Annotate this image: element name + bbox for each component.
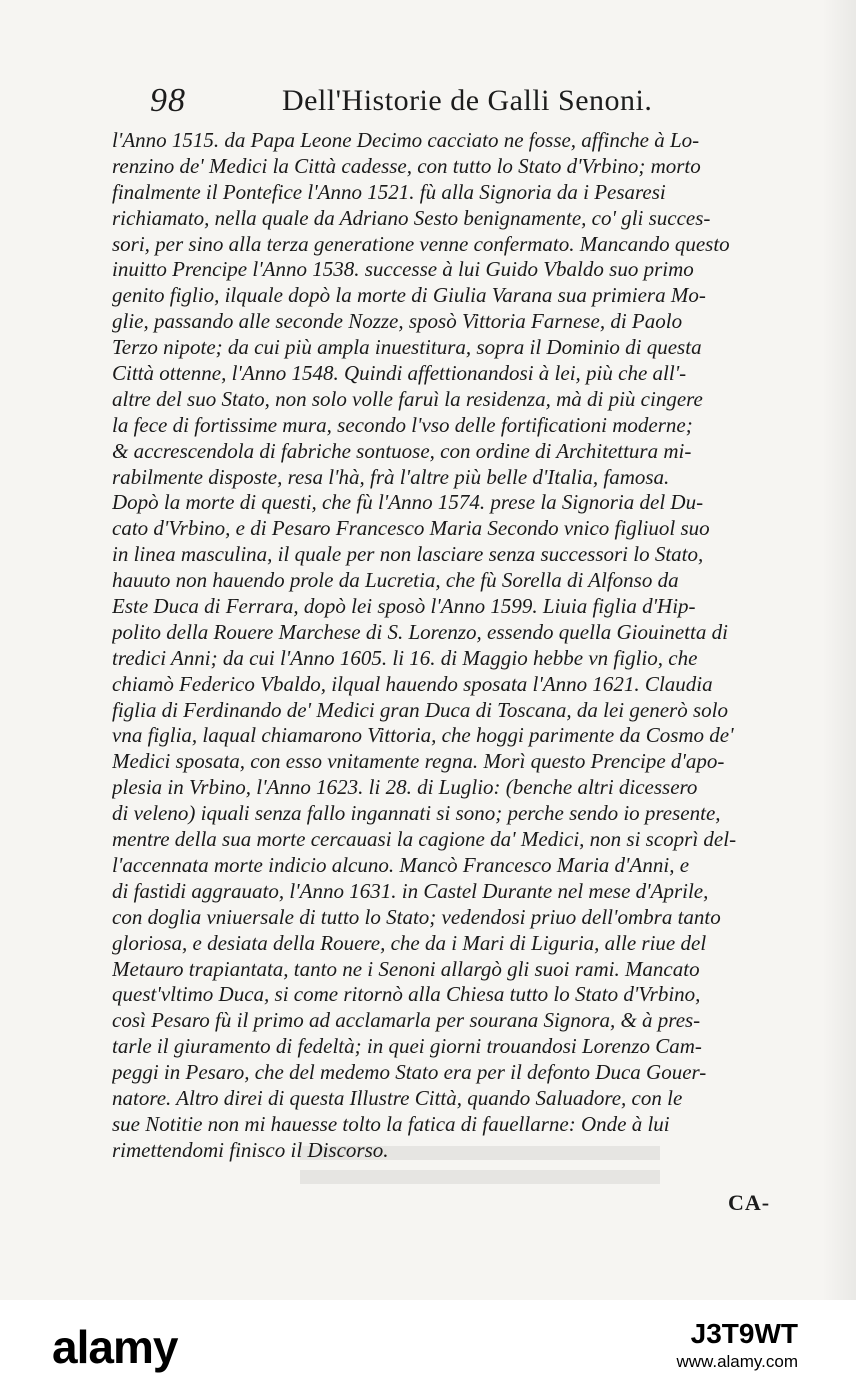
text-line: in linea masculina, il quale per non lasciare senza successori lo Stato, (112, 542, 704, 567)
text-line: plesia in Vrbino, l'Anno 1623. li 28. di Luglio: (benche altri dicessero (112, 775, 698, 800)
text-line: vna figlia, laqual chiamarono Vittoria, che hoggi parimente da Cosmo de' (112, 723, 734, 748)
stock-url: www.alamy.com (676, 1352, 798, 1371)
text-line: & accrescendola di fabriche sontuose, con ordine di Architettura mi- (112, 438, 692, 463)
page-edge-shadow (822, 0, 856, 1300)
text-line: hauuto non hauendo prole da Lucretia, che fù Sorella di Alfonso da (112, 568, 679, 593)
page-number: 98 (150, 82, 186, 119)
show-through-text (300, 1146, 660, 1206)
text-line: Dopò la morte di questi, che fù l'Anno 1574. prese la Signoria del Du- (112, 490, 704, 515)
text-line: rimettendomi finisco il Discorso. (112, 1137, 389, 1162)
text-line: richiamato, nella quale da Adriano Sesto benignamente, co' gli succes- (112, 205, 711, 230)
text-line: sue Notitie non mi hauesse tolto la fatica di fauellarne: Onde à lui (112, 1111, 670, 1136)
text-line: inuitto Prencipe l'Anno 1538. successe à lui Guido Vbaldo suo primo (112, 257, 694, 282)
text-line: genito figlio, ilquale dopò la morte di Giulia Varana sua primiera Mo- (112, 283, 706, 308)
stock-image-id: J3T9WT (690, 1318, 798, 1349)
watermark-logo: alamy (52, 1321, 178, 1373)
text-line: di fastidi aggrauato, l'Anno 1631. in Castel Durante nel mese d'Aprile, (112, 878, 709, 903)
text-line: Medici sposata, con esso vnitamente regna. Morì questo Prencipe d'apo- (112, 749, 725, 774)
text-line: Metauro trapiantata, tanto ne i Senoni allargò gli suoi rami. Mancato (112, 956, 700, 981)
text-line: glie, passando alle seconde Nozze, sposò Vittoria Farnese, di Paolo (112, 309, 683, 334)
text-line: di veleno) iquali senza fallo ingannati si sono; perche sendo io presente, (112, 801, 721, 826)
text-line: quest'vltimo Duca, si come ritornò alla Chiesa tutto lo Stato d'Vrbino, (112, 982, 701, 1007)
text-line: Este Duca di Ferrara, dopò lei sposò l'Anno 1599. Liuia figlia d'Hip- (112, 594, 696, 619)
text-line: polito della Rouere Marchese di S. Lorenzo, essendo quella Giouinetta di (112, 619, 728, 644)
text-line: Città ottenne, l'Anno 1548. Quindi affettionandosi à lei, più che all'- (112, 361, 687, 386)
text-line: altre del suo Stato, non solo volle faruì la residenza, mà di più cingere (112, 386, 703, 411)
text-line: cato d'Vrbino, e di Pesaro Francesco Maria Secondo vnico figliuol suo (112, 516, 710, 541)
text-line: peggi in Pesaro, che del medemo Stato era per il defonto Duca Gouer- (112, 1060, 707, 1085)
watermark-bar (0, 1300, 856, 1390)
text-line: finalmente il Pontefice l'Anno 1521. fù alla Signoria da i Pesaresi (112, 179, 666, 204)
text-line: gloriosa, e desiata della Rouere, che da i Mari di Liguria, alle riue del (112, 930, 707, 955)
text-line: tarle il giuramento di fedeltà; in quei giorni trouandosi Lorenzo Cam- (112, 1034, 702, 1059)
text-line: natore. Altro direi di questa Illustre Città, quando Saluadore, con le (112, 1085, 683, 1110)
text-line: l'Anno 1515. da Papa Leone Decimo cacciato ne fosse, affinche à Lo- (112, 128, 700, 152)
page-header (150, 82, 710, 126)
text-line: sori, per sino alla terza generatione venne confermato. Mancando questo (112, 231, 730, 256)
body-text (112, 128, 802, 1164)
text-line: rabilmente disposte, resa l'hà, frà l'altre più belle d'Italia, famosa. (112, 464, 670, 489)
text-line: l'accennata morte indicio alcuno. Mancò Francesco Maria d'Anni, e (112, 852, 690, 877)
text-line: mentre della sua morte cercauasi la cagione da' Medici, non si scoprì del- (112, 827, 737, 852)
text-line: figlia di Ferdinando de' Medici gran Duca di Toscana, da lei generò solo (112, 697, 728, 722)
text-line: tredici Anni; da cui l'Anno 1605. li 16. di Maggio hebbe vn figlio, che (112, 645, 698, 670)
text-line: con doglia vniuersale di tutto lo Stato; vedendosi priuo dell'ombra tanto (112, 904, 721, 929)
running-title: Dell'Historie de Galli Senoni. (282, 84, 653, 117)
text-line: renzino de' Medici la Città cadesse, con tutto lo Stato d'Vrbino; morto (112, 153, 701, 178)
text-line: così Pesaro fù il primo ad acclamarla per sourana Signora, & à pres- (112, 1008, 701, 1033)
text-line: la fece di fortissime mura, secondo l'vso delle fortificationi moderne; (112, 412, 693, 437)
catchword: CA- (728, 1190, 771, 1215)
text-line: Terzo nipote; da cui più ampla inuestitura, sopra il Dominio di questa (112, 335, 702, 360)
text-line: chiamò Federico Vbaldo, ilqual hauendo sposata l'Anno 1621. Claudia (112, 671, 713, 696)
